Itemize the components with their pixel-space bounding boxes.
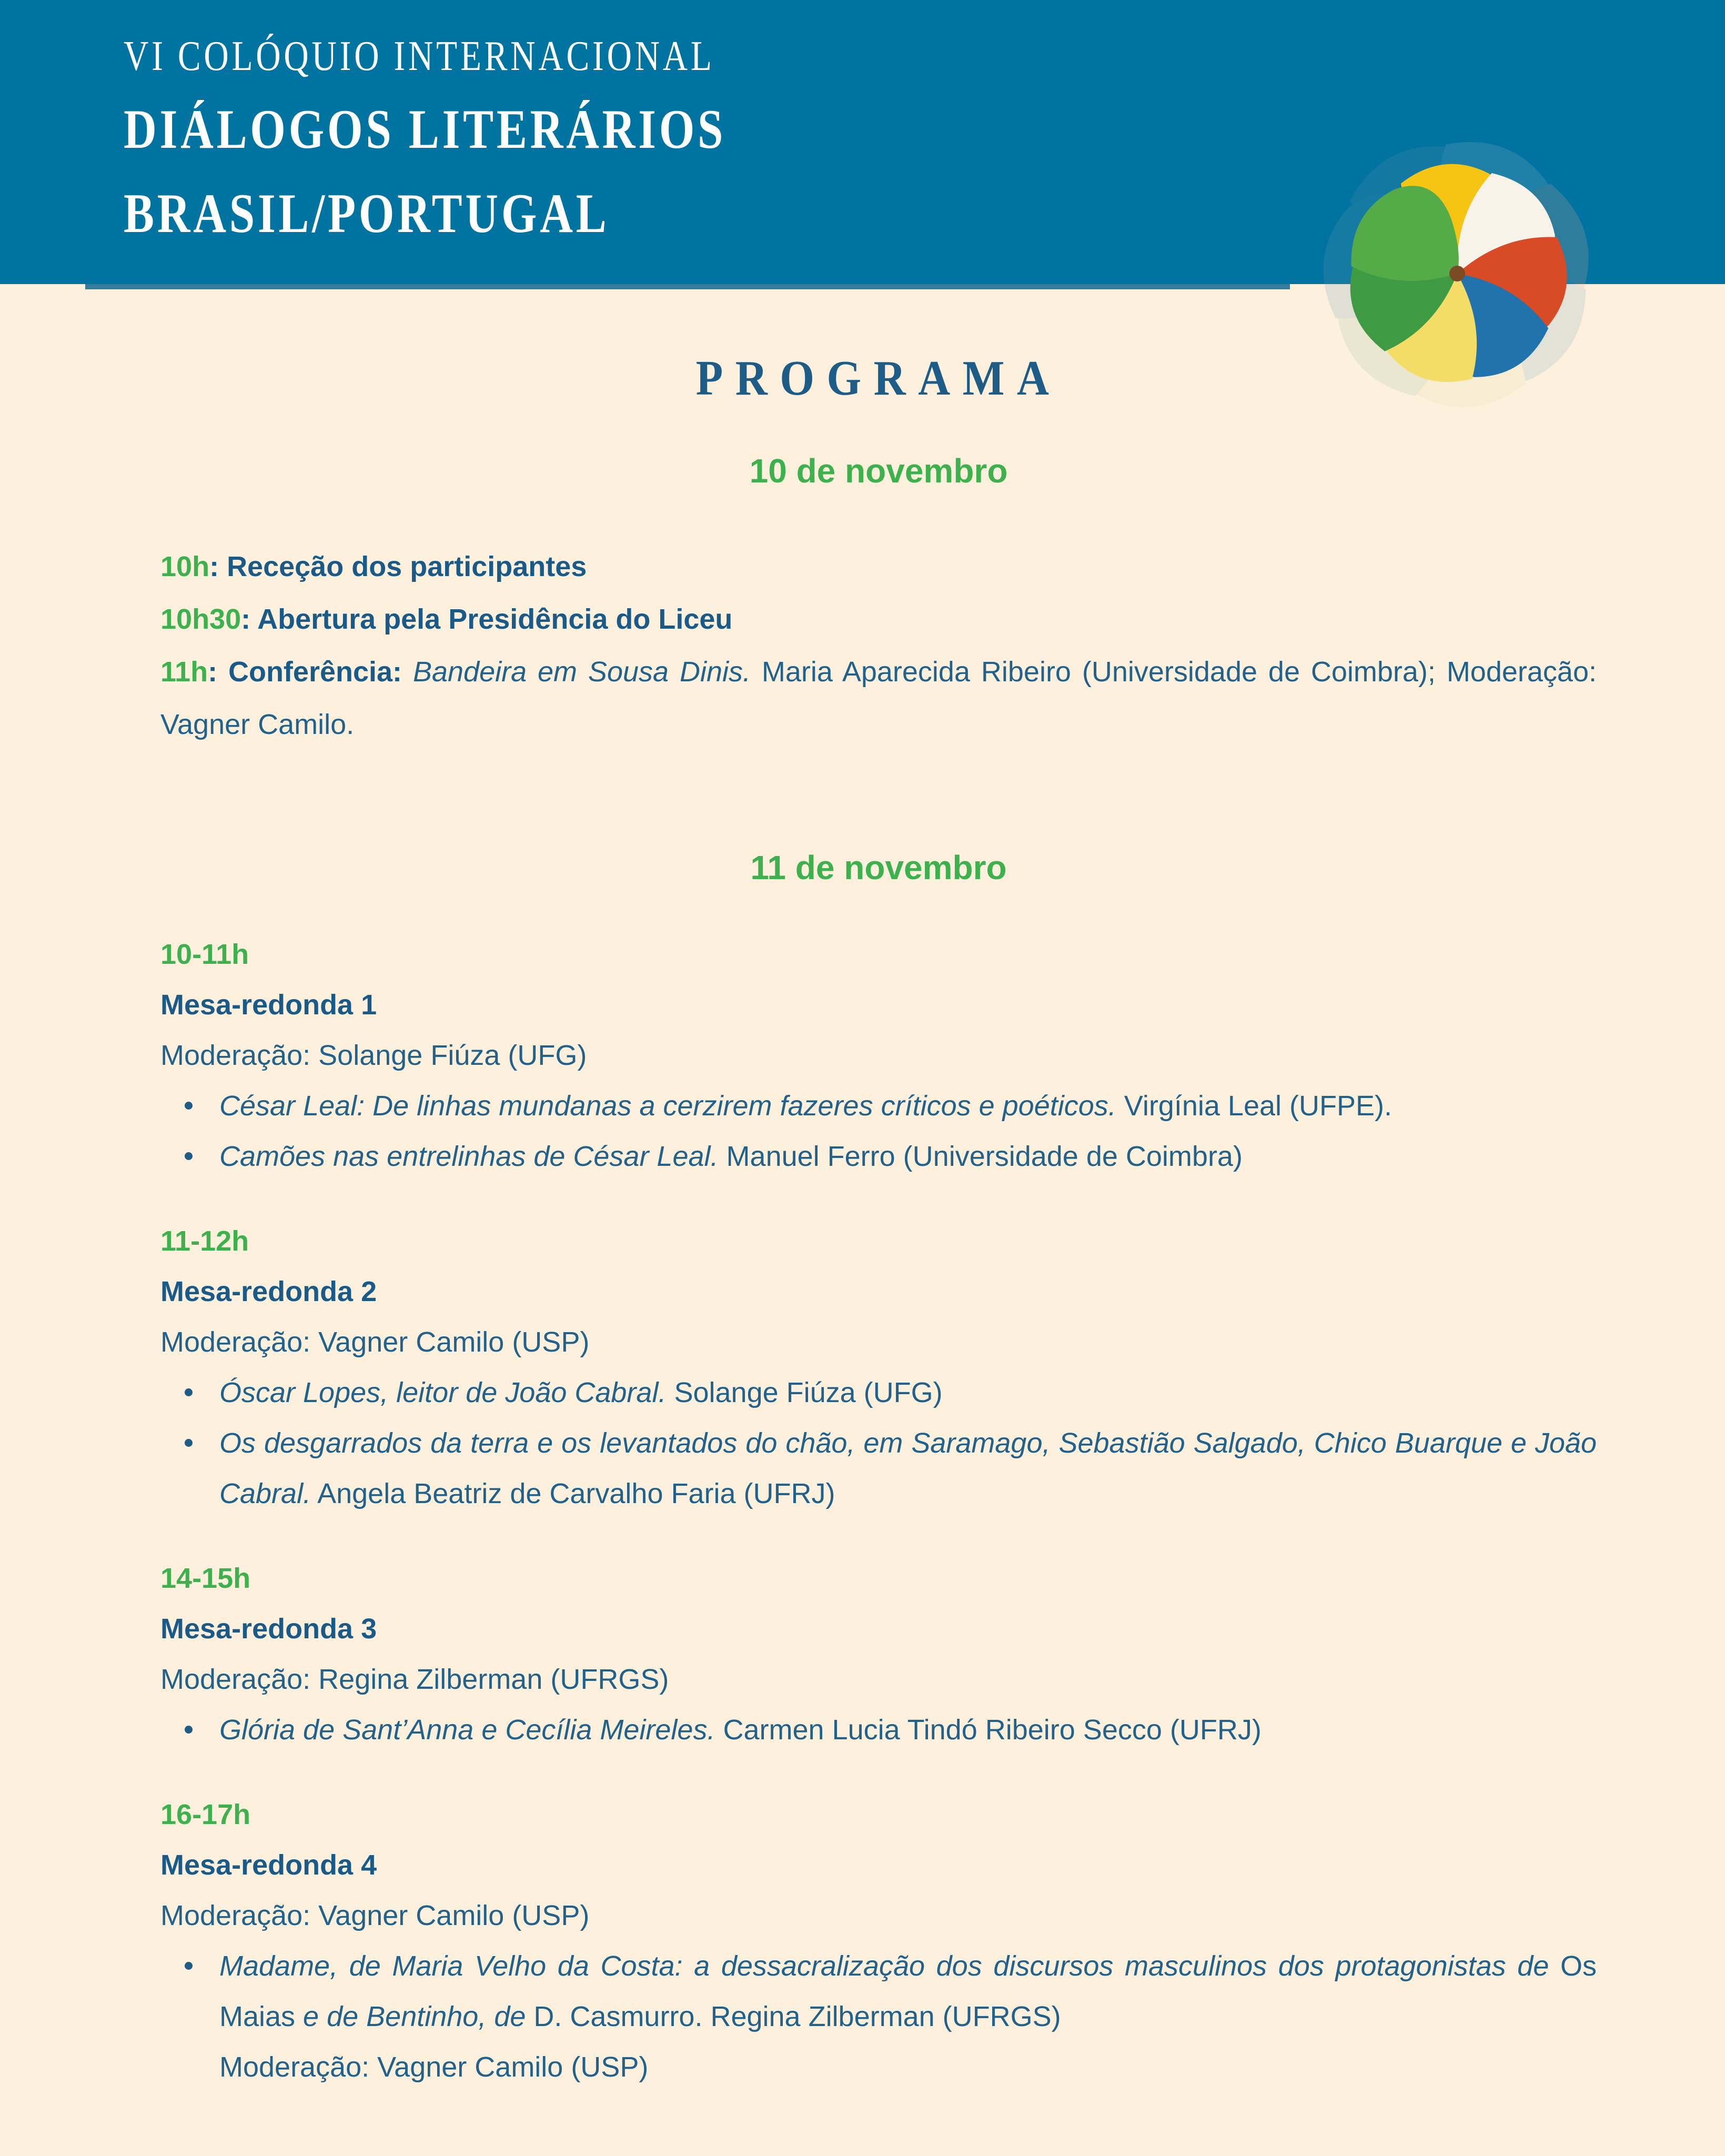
bullet-icon bbox=[185, 1962, 193, 1970]
session-moderation: Moderação: Vagner Camilo (USP) bbox=[160, 1326, 590, 1358]
session-time: 14-15h bbox=[160, 1563, 251, 1594]
day1-heading: 10 de novembro bbox=[749, 452, 1008, 490]
talk-title: Os desgarrados da terra e os levantados do chão, em Saramago, Sebastião Salgado, Chico Buarque e João Cabral. bbox=[219, 1427, 1597, 1509]
talk-title: César Leal: De linhas mundanas a cerzirem fazeres críticos e poéticos. bbox=[219, 1090, 1116, 1122]
time-label: 10h bbox=[160, 551, 210, 582]
session-moderation: Moderação: Solange Fiúza (UFG) bbox=[160, 1040, 587, 1071]
session-title: Mesa-redonda 2 bbox=[160, 1276, 377, 1307]
session-mesa-1 bbox=[160, 929, 1597, 1182]
talk-speaker: Virgínia Leal (UFPE). bbox=[1116, 1090, 1392, 1122]
day1-schedule bbox=[160, 540, 1597, 751]
talk-list bbox=[160, 1081, 1597, 1182]
day2-heading: 11 de novembro bbox=[750, 849, 1007, 886]
session-moderation: Moderação: Vagner Camilo (USP) bbox=[160, 1900, 590, 1931]
talk-item bbox=[160, 1131, 1597, 1182]
separator: : bbox=[241, 603, 258, 635]
bullet-icon bbox=[185, 1439, 193, 1447]
schedule-item-2 bbox=[160, 593, 1597, 646]
talk-speaker: Manuel Ferro (Universidade de Coimbra) bbox=[718, 1141, 1243, 1172]
pinwheel-center bbox=[1449, 266, 1465, 281]
bullet-icon bbox=[185, 1102, 193, 1110]
talk-item bbox=[160, 1941, 1597, 2092]
banner-subtitle: VI COLÓQUIO INTERNACIONAL bbox=[124, 33, 715, 79]
schedule-item-3 bbox=[160, 646, 1597, 751]
talk-item bbox=[160, 1418, 1597, 1519]
talk-list bbox=[160, 1941, 1597, 2092]
talk-title: Camões nas entrelinhas de César Leal. bbox=[219, 1141, 719, 1172]
bullet-icon bbox=[185, 1152, 193, 1160]
item-title: Abertura pela Presidência do Liceu bbox=[257, 603, 733, 635]
talk-item bbox=[160, 1081, 1597, 1131]
talk-title: Madame, de Maria Velho da Costa: a dessacralização dos discursos masculinos dos protagonistas de bbox=[219, 1950, 1560, 1982]
item-title: Receção dos participantes bbox=[227, 551, 587, 582]
bullet-icon bbox=[185, 1726, 193, 1734]
session-time: 11-12h bbox=[160, 1225, 249, 1257]
separator: : bbox=[209, 551, 227, 582]
schedule-item-1 bbox=[160, 540, 1597, 593]
banner-title-line1: DIÁLOGOS LITERÁRIOS bbox=[124, 98, 727, 160]
program-body bbox=[0, 284, 1725, 2092]
talk-title: e de Bentinho, de bbox=[295, 2001, 534, 2032]
time-label: 10h30 bbox=[160, 603, 241, 635]
talk-speaker: Regina Zilberman (UFRGS) bbox=[702, 2001, 1061, 2032]
work-title: D. Casmurro. bbox=[533, 2001, 703, 2032]
session-mesa-4 bbox=[160, 1789, 1597, 2092]
talk-title: Óscar Lopes, leitor de João Cabral. bbox=[219, 1377, 667, 1408]
session-time: 16-17h bbox=[160, 1799, 251, 1830]
banner-title-line2: BRASIL/PORTUGAL bbox=[124, 183, 610, 244]
talk-list bbox=[160, 1705, 1597, 1755]
talk-list bbox=[160, 1367, 1597, 1519]
talk-speaker: Carmen Lucia Tindó Ribeiro Secco (UFRJ) bbox=[715, 1714, 1262, 1746]
session-title: Mesa-redonda 1 bbox=[160, 989, 377, 1021]
session-mesa-3 bbox=[160, 1553, 1597, 1755]
separator: : bbox=[208, 656, 228, 688]
talk-speaker: Solange Fiúza (UFG) bbox=[666, 1377, 943, 1408]
talk-moderation: Moderação: Vagner Camilo (USP) bbox=[219, 2051, 649, 2083]
talk-speaker: Maria Aparecida Ribeiro (Universidade de Coimbra); Moderação: Vagner Camilo. bbox=[160, 656, 1597, 740]
talk-item bbox=[160, 1705, 1597, 1755]
session-title: Mesa-redonda 4 bbox=[160, 1849, 377, 1881]
session-title: Mesa-redonda 3 bbox=[160, 1613, 377, 1645]
talk-item bbox=[160, 1367, 1597, 1418]
talk-title: Bandeira em Sousa Dinis. bbox=[402, 656, 762, 688]
session-mesa-2 bbox=[160, 1216, 1597, 1519]
talk-title: Glória de Sant’Anna e Cecília Meireles. bbox=[219, 1714, 715, 1746]
page-title: PROGRAMA bbox=[695, 351, 1062, 406]
talk-speaker: Angela Beatriz de Carvalho Faria (UFRJ) bbox=[311, 1478, 835, 1509]
bullet-icon bbox=[185, 1388, 193, 1396]
session-moderation: Moderação: Regina Zilberman (UFRGS) bbox=[160, 1664, 669, 1695]
work-title: Os Maias bbox=[219, 1950, 1597, 2032]
session-time: 10-11h bbox=[160, 939, 249, 970]
time-label: 11h bbox=[160, 656, 208, 688]
item-label: Conferência: bbox=[228, 656, 402, 688]
